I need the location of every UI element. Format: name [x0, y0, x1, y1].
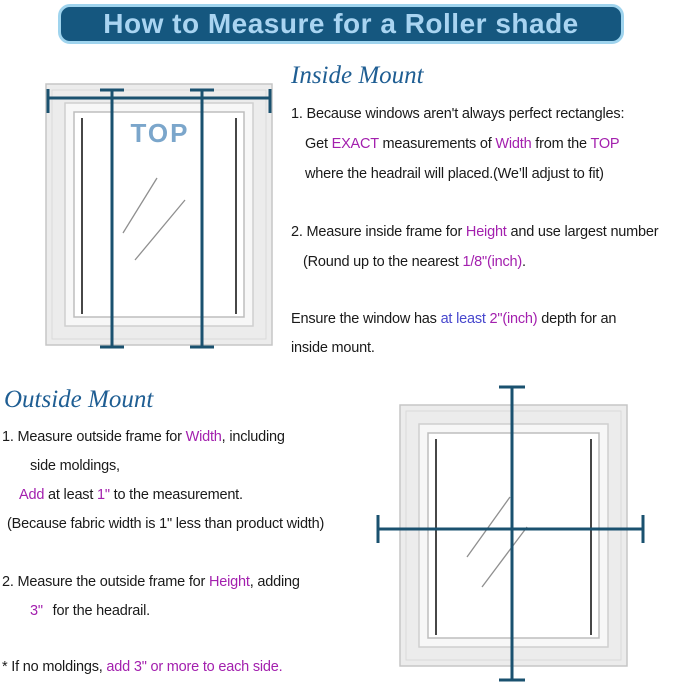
page-title: How to Measure for a Roller shade	[103, 8, 579, 39]
width-highlight: Width	[185, 429, 222, 445]
outside-step1-line2-text: side moldings,	[30, 458, 120, 474]
inside-note-seg: depth for an	[537, 311, 617, 327]
outside-step1-line3-seg: at least	[44, 487, 98, 503]
height-highlight: Height	[208, 574, 250, 590]
inside-mount-window-diagram	[38, 76, 282, 362]
height-highlight: Height	[465, 224, 507, 240]
inside-step1-line3-text: where the headrail will placed.(We’ll adjust to fit)	[305, 166, 604, 182]
inside-depth-note-line2	[291, 340, 375, 356]
outside-step1-line1-seg: , including	[221, 429, 285, 445]
outside-mount-heading: Outside Mount	[4, 386, 154, 413]
inside-step1-line3	[305, 166, 604, 182]
outside-step2-line1-seg: 2. Measure the outside frame for	[2, 574, 209, 590]
one-inch-highlight: 1"	[97, 487, 110, 503]
inside-step2-line1	[291, 224, 658, 240]
inside-step1-line1-text: 1. Because windows aren't always perfect rectangles:	[291, 106, 625, 122]
inside-step1-line2	[305, 136, 619, 152]
inside-step2-line1-seg: 2. Measure inside frame for	[291, 224, 466, 240]
header-banner	[58, 4, 624, 44]
exact-highlight: EXACT	[331, 136, 379, 152]
outside-step1-line4-text: (Because fabric width is 1" less than product width)	[7, 516, 325, 532]
top-label: TOP	[130, 118, 190, 148]
outside-step1-line4	[7, 516, 324, 532]
eighth-inch-highlight: 1/8"(inch)	[462, 254, 523, 270]
outside-step2-line1	[2, 574, 300, 590]
outside-mount-window-diagram	[372, 382, 648, 685]
footnote-seg: * If no moldings,	[2, 659, 107, 675]
add-highlight: Add	[19, 487, 45, 503]
outside-step2-line1-seg: , adding	[249, 574, 300, 590]
inside-step2-line1-seg: and use largest number	[506, 224, 659, 240]
inside-depth-note-line1	[291, 311, 616, 327]
width-highlight: Width	[495, 136, 532, 152]
inside-step2-line2-seg: .	[522, 254, 526, 270]
inside-mount-heading: Inside Mount	[291, 62, 424, 89]
outside-step1-line3-seg: to the measurement.	[109, 487, 243, 503]
outside-step2-line2	[30, 603, 150, 619]
add-three-inch-highlight: add 3" or more to each side.	[106, 659, 283, 675]
outside-step2-line2-seg: for the headrail.	[48, 603, 150, 619]
outside-step1-line1	[2, 429, 285, 445]
inside-note-seg: Ensure the window has	[291, 311, 441, 327]
two-inch-highlight: 2"(inch)	[489, 311, 538, 327]
inside-step2-line2	[303, 254, 526, 270]
inside-step1-line2-seg: from the	[531, 136, 591, 152]
inside-step1-line1	[291, 106, 624, 122]
outside-step1-line2	[30, 458, 120, 474]
top-highlight: TOP	[590, 136, 620, 152]
inside-step1-line2-seg: Get	[305, 136, 332, 152]
inside-step2-line2-seg: (Round up to the nearest	[303, 254, 463, 270]
inside-note-seg: inside mount.	[291, 340, 375, 356]
no-moldings-footnote	[2, 659, 282, 675]
at-least-highlight: at least	[440, 311, 490, 327]
inside-step1-line2-seg: measurements of	[378, 136, 496, 152]
outside-step1-line3	[19, 487, 243, 503]
outside-step1-line1-seg: 1. Measure outside frame for	[2, 429, 186, 445]
three-inch-highlight: 3"	[30, 603, 43, 619]
